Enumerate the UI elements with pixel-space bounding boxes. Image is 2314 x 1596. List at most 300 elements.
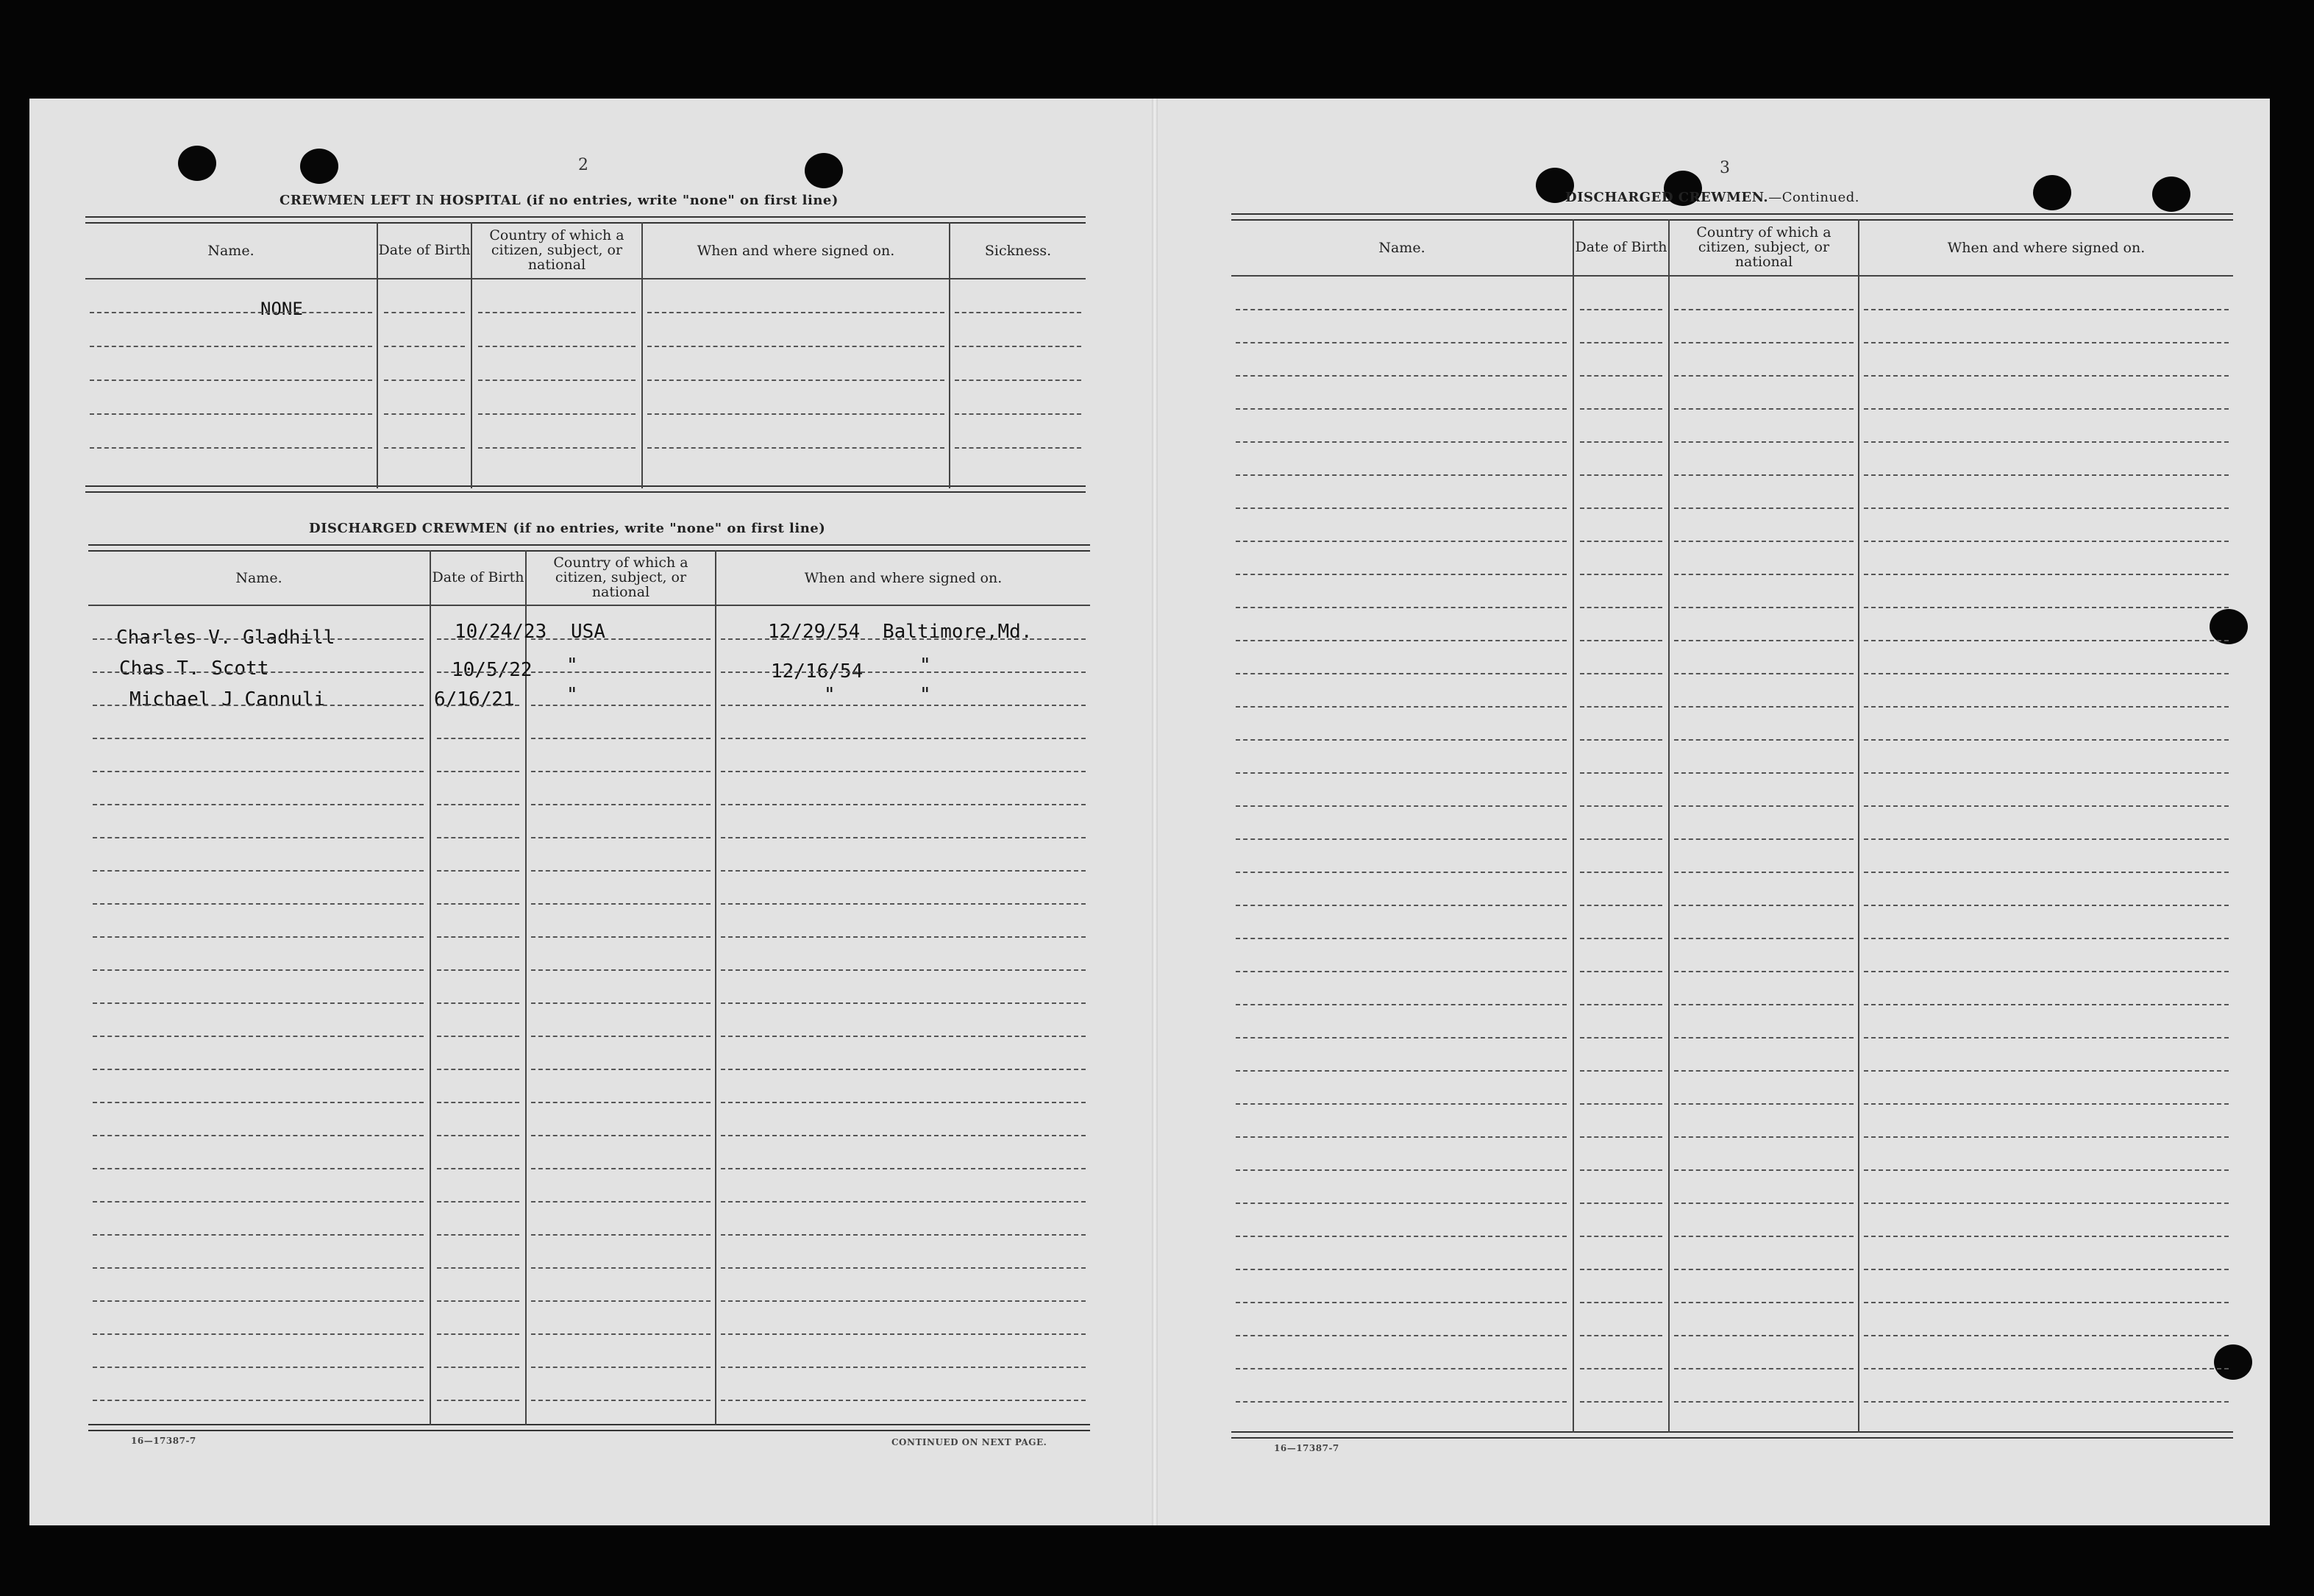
ruled-line	[1580, 309, 1662, 310]
ruled-line	[1236, 1169, 1567, 1171]
ruled-line	[93, 870, 424, 872]
ruled-line	[1864, 905, 2229, 906]
ruled-line	[1864, 375, 2229, 377]
ruled-line	[1236, 905, 1567, 906]
ruled-line	[1674, 1236, 1854, 1237]
ruled-line	[1864, 640, 2229, 641]
discharged-title: DISCHARGED CREWMEN	[309, 521, 508, 536]
ruled-line	[437, 969, 519, 971]
hospital-section-title	[280, 193, 839, 208]
ruled-line	[1580, 971, 1662, 972]
ruled-line	[531, 1400, 711, 1401]
form-number: 16—17387-7	[1274, 1443, 1339, 1453]
ruled-line	[1864, 607, 2229, 608]
ruled-line	[1674, 1169, 1854, 1171]
ruled-line	[437, 837, 519, 838]
ruled-line	[478, 312, 636, 313]
crewman-name: Michael J Cannuli	[129, 688, 326, 710]
ruled-line	[531, 1002, 711, 1004]
ruled-line	[437, 1333, 519, 1335]
ruled-line	[1674, 541, 1854, 542]
ruled-line	[1236, 673, 1567, 674]
ruled-line	[1236, 574, 1567, 575]
ruled-line	[478, 413, 636, 415]
ruled-line	[437, 638, 519, 640]
crewman-name: Charles V. Gladhill	[116, 627, 335, 649]
ruled-line	[1674, 607, 1854, 608]
ruled-line	[721, 1002, 1086, 1004]
ruled-line	[478, 346, 636, 347]
ruled-line	[384, 380, 465, 381]
ruled-line	[93, 1201, 424, 1203]
ruled-line	[437, 738, 519, 739]
ruled-line	[531, 903, 711, 905]
ruled-line	[1864, 838, 2229, 840]
ruled-line	[1580, 1136, 1662, 1138]
ruled-line	[955, 312, 1081, 313]
form-number: 16—17387-7	[131, 1436, 196, 1446]
scanned-document	[29, 99, 2270, 1525]
signed-on-place: "	[919, 655, 931, 677]
ruled-line	[1580, 1335, 1662, 1336]
ruled-line	[721, 1234, 1086, 1236]
ruled-line	[1236, 872, 1567, 873]
ruled-line	[1580, 1004, 1662, 1005]
ruled-line	[1864, 1401, 2229, 1403]
ruled-line	[93, 1036, 424, 1037]
hospital-instruction: (if no entries, write "none" on first line)	[526, 193, 839, 208]
ruled-line	[90, 447, 372, 449]
ruled-line	[437, 1102, 519, 1103]
ruled-line	[437, 1400, 519, 1401]
ruled-line	[531, 1102, 711, 1103]
ruled-line	[93, 1333, 424, 1335]
ruled-line	[1236, 441, 1567, 443]
ruled-line	[1580, 905, 1662, 906]
ruled-line	[531, 1234, 711, 1236]
ruled-line	[1236, 1335, 1567, 1336]
ruled-line	[647, 413, 944, 415]
ruled-line	[721, 1168, 1086, 1169]
ruled-line	[1864, 1302, 2229, 1303]
ruled-line	[1864, 507, 2229, 509]
ruled-line	[478, 380, 636, 381]
col-header-sickness: Sickness.	[984, 243, 1052, 259]
punch-hole	[2033, 175, 2071, 210]
col-header-country: Country of which a citizen, subject, or national	[489, 227, 624, 273]
ruled-line	[1236, 375, 1567, 377]
ruled-line	[1864, 408, 2229, 410]
ruled-line	[1236, 838, 1567, 840]
ruled-line	[531, 1036, 711, 1037]
ruled-line	[1580, 805, 1662, 807]
ruled-line	[437, 1300, 519, 1302]
col-header-signed-on: When and where signed on.	[697, 243, 895, 259]
ruled-line	[531, 1367, 711, 1368]
ruled-line	[437, 903, 519, 905]
ruled-line	[1864, 739, 2229, 741]
ruled-line	[531, 936, 711, 938]
ruled-line	[1674, 408, 1854, 410]
ruled-line	[1674, 1368, 1854, 1369]
ruled-line	[1674, 838, 1854, 840]
ruled-line	[1236, 1236, 1567, 1237]
ruled-line	[1864, 1004, 2229, 1005]
col-header-dob: Date of Birth	[432, 569, 524, 585]
ruled-line	[384, 346, 465, 347]
ruled-line	[1674, 872, 1854, 873]
hospital-entry: NONE	[260, 299, 303, 319]
ruled-line	[1674, 1302, 1854, 1303]
ruled-line	[721, 671, 1086, 673]
ruled-line	[721, 738, 1086, 739]
ruled-line	[1236, 1269, 1567, 1270]
ruled-line	[1864, 1203, 2229, 1204]
ruled-line	[93, 903, 424, 905]
discharged-table	[88, 544, 1090, 1434]
ruled-line	[437, 1168, 519, 1169]
ruled-line	[93, 705, 424, 706]
ruled-line	[647, 346, 944, 347]
ruled-line	[647, 380, 944, 381]
ruled-line	[437, 870, 519, 872]
ruled-line	[90, 380, 372, 381]
ruled-line	[721, 705, 1086, 706]
ruled-line	[1580, 1169, 1662, 1171]
ruled-line	[1674, 640, 1854, 641]
ruled-line	[1580, 1070, 1662, 1072]
ruled-line	[437, 936, 519, 938]
column-divider	[1668, 219, 1670, 1433]
crewman-country: USA	[571, 621, 605, 643]
ruled-line	[437, 705, 519, 706]
ruled-line	[721, 1400, 1086, 1401]
signed-on-date: 12/16/54	[771, 660, 864, 683]
ruled-line	[1864, 938, 2229, 939]
ruled-line	[93, 638, 424, 640]
ruled-line	[955, 346, 1081, 347]
ruled-line	[1674, 1203, 1854, 1204]
ruled-line	[1236, 309, 1567, 310]
header-rule	[85, 278, 1086, 279]
ruled-line	[1674, 706, 1854, 708]
ruled-line	[437, 671, 519, 673]
ruled-line	[1864, 474, 2229, 476]
ruled-line	[1864, 541, 2229, 542]
ruled-line	[437, 1267, 519, 1269]
ruled-line	[1864, 805, 2229, 807]
page-number: 2	[578, 156, 588, 174]
crewman-dob: 10/24/23	[455, 621, 547, 643]
ruled-line	[647, 312, 944, 313]
ruled-line	[93, 1367, 424, 1368]
ruled-line	[437, 1002, 519, 1004]
page-fold	[1152, 99, 1158, 1525]
ruled-line	[1580, 1203, 1662, 1204]
ruled-line	[531, 671, 711, 673]
ruled-line	[1674, 507, 1854, 509]
ruled-line	[1674, 1070, 1854, 1072]
ruled-line	[1674, 905, 1854, 906]
ruled-line	[531, 705, 711, 706]
ruled-line	[1580, 441, 1662, 443]
ruled-line	[1236, 474, 1567, 476]
ruled-line	[1674, 1004, 1854, 1005]
ruled-line	[955, 380, 1081, 381]
ruled-line	[1236, 1070, 1567, 1072]
ruled-line	[437, 1069, 519, 1070]
ruled-line	[1236, 640, 1567, 641]
ruled-line	[1236, 1401, 1567, 1403]
ruled-line	[1864, 1037, 2229, 1039]
ruled-line	[1864, 1136, 2229, 1138]
ruled-line	[1864, 1169, 2229, 1171]
ruled-line	[93, 1135, 424, 1136]
ruled-line	[721, 1135, 1086, 1136]
punch-hole	[300, 149, 338, 184]
ruled-line	[1674, 673, 1854, 674]
ruled-line	[1580, 375, 1662, 377]
column-divider	[430, 550, 431, 1425]
continued-note: CONTINUED ON NEXT PAGE.	[891, 1437, 1047, 1447]
ruled-line	[1580, 640, 1662, 641]
page-number: 3	[1720, 159, 1730, 177]
table-bottom-rule	[85, 485, 1086, 493]
ruled-line	[1236, 971, 1567, 972]
ruled-line	[1864, 706, 2229, 708]
ruled-line	[1864, 872, 2229, 873]
signed-on-date: 12/29/54	[768, 621, 861, 643]
column-divider	[715, 550, 716, 1425]
ruled-line	[1580, 938, 1662, 939]
ruled-line	[1864, 1070, 2229, 1072]
ruled-line	[1236, 1302, 1567, 1303]
ruled-line	[721, 1102, 1086, 1103]
col-header-name: Name.	[207, 243, 254, 259]
ruled-line	[531, 804, 711, 805]
ruled-line	[1864, 1335, 2229, 1336]
ruled-line	[1864, 1368, 2229, 1369]
hospital-title: CREWMEN LEFT IN HOSPITAL	[280, 193, 521, 208]
ruled-line	[1674, 1269, 1854, 1270]
ruled-line	[531, 1267, 711, 1269]
ruled-line	[1864, 1236, 2229, 1237]
ruled-line	[1580, 408, 1662, 410]
ruled-line	[1674, 971, 1854, 972]
ruled-line	[93, 671, 424, 673]
ruled-line	[1864, 673, 2229, 674]
ruled-line	[721, 1333, 1086, 1335]
ruled-line	[531, 738, 711, 739]
ruled-line	[1580, 1368, 1662, 1369]
left-page	[29, 99, 1152, 1525]
crewman-dob: 10/5/22	[452, 659, 533, 681]
signed-on-date: "	[824, 684, 836, 706]
ruled-line	[531, 1300, 711, 1302]
ruled-line	[1864, 342, 2229, 343]
ruled-line	[1580, 1103, 1662, 1105]
ruled-line	[1236, 408, 1567, 410]
header-rule	[1231, 275, 2233, 277]
ruled-line	[437, 1201, 519, 1203]
ruled-line	[90, 413, 372, 415]
ruled-line	[93, 1002, 424, 1004]
ruled-line	[437, 1234, 519, 1236]
ruled-line	[955, 413, 1081, 415]
ruled-line	[721, 1201, 1086, 1203]
signed-on-place: "	[919, 684, 931, 706]
col-header-signed-on: When and where signed on.	[1947, 240, 2146, 256]
ruled-line	[93, 1234, 424, 1236]
signed-on-place: Baltimore,Md.	[883, 621, 1033, 643]
ruled-line	[1864, 574, 2229, 575]
crewman-country: "	[566, 655, 578, 677]
ruled-line	[1236, 1004, 1567, 1005]
ruled-line	[1674, 1335, 1854, 1336]
crewman-dob: 6/16/21	[434, 688, 515, 710]
ruled-line	[955, 447, 1081, 449]
ruled-line	[1580, 838, 1662, 840]
discharged-section-title	[309, 521, 825, 536]
ruled-line	[1236, 1203, 1567, 1204]
ruled-line	[1580, 1401, 1662, 1403]
discharged-title: DISCHARGED CREWMEN.	[1565, 190, 1769, 205]
ruled-line	[93, 1400, 424, 1401]
ruled-line	[1236, 706, 1567, 708]
header-rule	[88, 605, 1090, 606]
ruled-line	[1580, 1269, 1662, 1270]
column-divider	[1858, 219, 1859, 1433]
ruled-line	[1236, 342, 1567, 343]
col-header-dob: Date of Birth	[378, 242, 471, 258]
ruled-line	[1674, 1136, 1854, 1138]
ruled-line	[531, 969, 711, 971]
ruled-line	[721, 1267, 1086, 1269]
ruled-line	[1580, 607, 1662, 608]
table-bottom-rule	[1231, 1431, 2233, 1439]
table-bottom-rule	[88, 1424, 1090, 1431]
ruled-line	[1236, 1368, 1567, 1369]
ruled-line	[437, 1367, 519, 1368]
punch-hole	[805, 153, 843, 188]
ruled-line	[93, 804, 424, 805]
col-header-country: Country of which a citizen, subject, or national	[553, 555, 688, 600]
ruled-line	[721, 837, 1086, 838]
ruled-line	[1864, 309, 2229, 310]
ruled-line	[1674, 772, 1854, 774]
col-header-dob: Date of Birth	[1575, 239, 1667, 255]
ruled-line	[1580, 342, 1662, 343]
ruled-line	[384, 413, 465, 415]
ruled-line	[1236, 805, 1567, 807]
ruled-line	[721, 1367, 1086, 1368]
column-divider	[1573, 219, 1574, 1433]
ruled-line	[1674, 1401, 1854, 1403]
ruled-line	[1236, 507, 1567, 509]
ruled-line	[1580, 772, 1662, 774]
ruled-line	[93, 1069, 424, 1070]
ruled-line	[1674, 574, 1854, 575]
ruled-line	[1674, 1037, 1854, 1039]
col-header-name: Name.	[1378, 240, 1425, 256]
ruled-line	[1674, 474, 1854, 476]
ruled-line	[1674, 375, 1854, 377]
ruled-line	[721, 936, 1086, 938]
right-page	[1158, 99, 2270, 1525]
ruled-line	[93, 1102, 424, 1103]
ruled-line	[437, 1135, 519, 1136]
ruled-line	[1580, 872, 1662, 873]
ruled-line	[1864, 772, 2229, 774]
ruled-line	[531, 837, 711, 838]
punch-hole	[2152, 177, 2190, 212]
ruled-line	[721, 969, 1086, 971]
ruled-line	[1236, 607, 1567, 608]
ruled-line	[721, 638, 1086, 640]
ruled-line	[437, 771, 519, 772]
ruled-line	[721, 1069, 1086, 1070]
ruled-line	[1236, 1037, 1567, 1039]
ruled-line	[531, 771, 711, 772]
crewman-country: "	[566, 684, 578, 706]
ruled-line	[531, 870, 711, 872]
ruled-line	[721, 1300, 1086, 1302]
ruled-line	[93, 1168, 424, 1169]
ruled-line	[1674, 805, 1854, 807]
ruled-line	[437, 804, 519, 805]
ruled-line	[1864, 971, 2229, 972]
ruled-line	[1236, 938, 1567, 939]
ruled-line	[90, 346, 372, 347]
ruled-line	[1236, 541, 1567, 542]
ruled-line	[1580, 673, 1662, 674]
ruled-line	[531, 1333, 711, 1335]
title-suffix: —Continued.	[1768, 190, 1859, 205]
column-divider	[525, 550, 527, 1425]
ruled-line	[1674, 739, 1854, 741]
ruled-line	[531, 638, 711, 640]
ruled-line	[384, 312, 465, 313]
ruled-line	[1236, 1136, 1567, 1138]
ruled-line	[93, 837, 424, 838]
ruled-line	[1864, 1269, 2229, 1270]
ruled-line	[1674, 1103, 1854, 1105]
ruled-line	[1580, 739, 1662, 741]
ruled-line	[1580, 541, 1662, 542]
ruled-line	[1674, 441, 1854, 443]
ruled-line	[531, 1201, 711, 1203]
ruled-line	[1580, 474, 1662, 476]
discharged-instruction: (if no entries, write "none" on first line)	[513, 521, 826, 536]
ruled-line	[721, 804, 1086, 805]
ruled-line	[721, 903, 1086, 905]
ruled-line	[93, 969, 424, 971]
ruled-line	[93, 1300, 424, 1302]
ruled-line	[1580, 706, 1662, 708]
ruled-line	[90, 312, 372, 313]
ruled-line	[1580, 1302, 1662, 1303]
section-title	[1565, 190, 1859, 205]
col-header-signed-on: When and where signed on.	[804, 570, 1003, 586]
ruled-line	[1236, 772, 1567, 774]
punch-hole	[178, 146, 216, 181]
ruled-line	[93, 738, 424, 739]
ruled-line	[1864, 441, 2229, 443]
ruled-line	[721, 870, 1086, 872]
ruled-line	[384, 447, 465, 449]
ruled-line	[531, 1135, 711, 1136]
ruled-line	[1580, 574, 1662, 575]
